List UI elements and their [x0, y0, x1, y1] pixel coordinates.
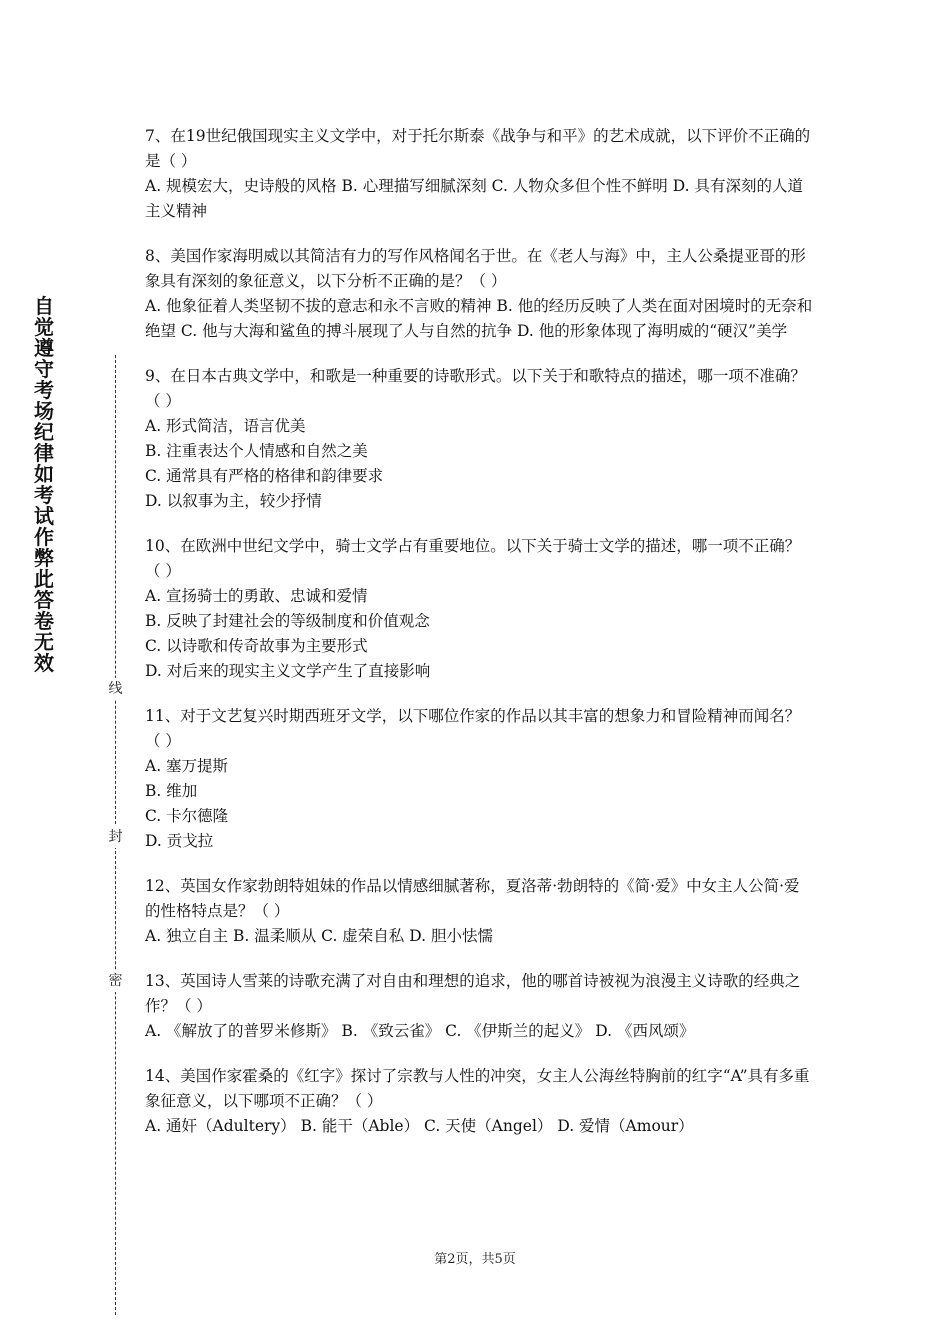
binding-mark-secret: 密 [107, 970, 124, 992]
option-b: B. 维加 [145, 782, 198, 800]
binding-mark-seal: 封 [107, 826, 124, 848]
question-9 [145, 364, 813, 514]
question-stem: 8、美国作家海明威以其简洁有力的写作风格闻名于世。在《老人与海》中，主人公桑提亚哥的形象具有深刻的象征意义，以下分析不正确的是？（ ） [145, 247, 806, 290]
option-c: C. 卡尔德隆 [145, 807, 229, 825]
option-a: A. 塞万提斯 [145, 757, 229, 775]
question-10 [145, 534, 813, 684]
question-stem: 14、美国作家霍桑的《红字》探讨了宗教与人性的冲突，女主人公海丝特胸前的红字“A”具有多重象征意义，以下哪项不正确？（ ） [145, 1067, 810, 1110]
question-options: A. 他象征着人类坚韧不拔的意志和永不言败的精神 B. 他的经历反映了人类在面对困境时的无奈和绝望 C. 他与大海和鲨鱼的搏斗展现了人与自然的抗争 D. 他的形象体现了海明威的“硬汉”美学 [145, 297, 813, 340]
question-list [145, 124, 813, 1159]
question-13 [145, 969, 813, 1044]
question-stem: 7、在19世纪俄国现实主义文学中，对于托尔斯泰《战争与和平》的艺术成就，以下评价不正确的是（ ） [145, 127, 811, 170]
question-stem: 9、在日本古典文学中，和歌是一种重要的诗歌形式。以下关于和歌特点的描述，哪一项不准确？（ ） [145, 367, 806, 410]
question-options: A. 《解放了的普罗米修斯》 B. 《致云雀》 C. 《伊斯兰的起义》 D. 《西风颂》 [145, 1022, 695, 1040]
question-stem: 12、英国女作家勃朗特姐妹的作品以情感细腻著称，夏洛蒂·勃朗特的《简·爱》中女主人公简·爱的性格特点是？（ ） [145, 877, 800, 920]
question-options: A. 通奸（Adultery） B. 能干（Able） C. 天使（Angel） D. 爱情（Amour） [145, 1117, 694, 1135]
question-8 [145, 244, 813, 344]
question-stem: 11、对于文艺复兴时期西班牙文学，以下哪位作家的作品以其丰富的想象力和冒险精神而闻名？（ ） [145, 707, 801, 750]
question-stem: 10、在欧洲中世纪文学中，骑士文学占有重要地位。以下关于骑士文学的描述，哪一项不正确？（ ） [145, 537, 801, 580]
option-d: D. 贡戈拉 [145, 832, 214, 850]
option-b: B. 反映了封建社会的等级制度和价值观念 [145, 612, 430, 630]
question-options: A. 规模宏大，史诗般的风格 B. 心理描写细腻深刻 C. 人物众多但个性不鲜明 D. 具有深刻的人道主义精神 [145, 177, 803, 220]
option-d: D. 以叙事为主，较少抒情 [145, 492, 322, 510]
question-stem: 13、英国诗人雪莱的诗歌充满了对自由和理想的追求，他的哪首诗被视为浪漫主义诗歌的经典之作？（ ） [145, 972, 801, 1015]
question-7 [145, 124, 813, 224]
page-number: 第2页，共5页 [434, 1252, 516, 1267]
option-d: D. 对后来的现实主义文学产生了直接影响 [145, 662, 431, 680]
option-b: B. 注重表达个人情感和自然之美 [145, 442, 368, 460]
option-a: A. 形式简洁，语言优美 [145, 417, 306, 435]
question-options: A. 独立自主 B. 温柔顺从 C. 虚荣自私 D. 胆小怯懦 [145, 927, 493, 945]
question-11 [145, 704, 813, 854]
option-c: C. 以诗歌和传奇故事为主要形式 [145, 637, 368, 655]
question-14 [145, 1064, 813, 1139]
option-c: C. 通常具有严格的格律和韵律要求 [145, 467, 384, 485]
exam-discipline-warning: 自觉遵守考场纪律如考试作弊此答卷无效 [34, 294, 54, 675]
question-12 [145, 874, 813, 949]
binding-mark-line: 线 [107, 678, 124, 700]
option-a: A. 宣扬骑士的勇敢、忠诚和爱情 [145, 587, 368, 605]
